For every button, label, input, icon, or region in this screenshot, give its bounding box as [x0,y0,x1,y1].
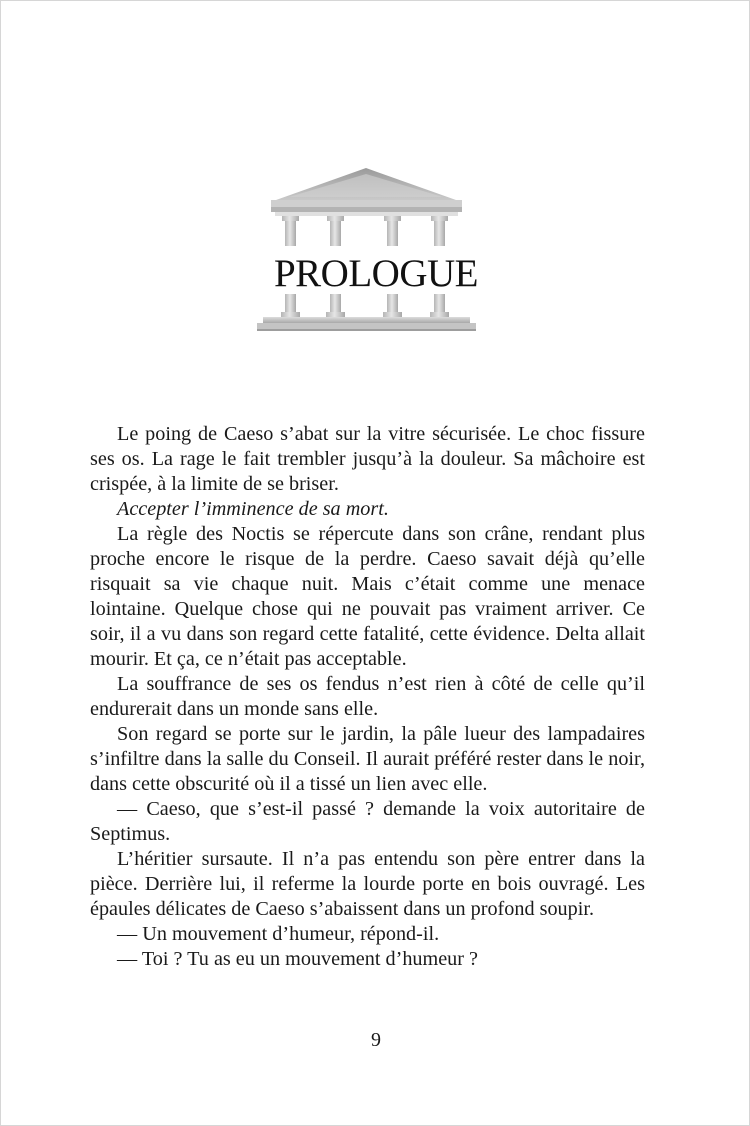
paragraph: La souffrance de ses os fendus n’est rien à côté de celle qu’il endurerait dans un monde sans elle. [90,673,645,720]
body-text [90,422,645,972]
chapter-title: PROLOGUE [273,252,478,295]
paragraph: La règle des Noctis se répercute dans son crâne, rendant plus proche encore le risque de la perdre. Caeso savait déjà qu’elle risquait sa vie chaque nuit. Mais c’était comme une menace lointaine. Quelque chose qui ne pouvait pas vraiment arriver. Ce soir, il a vu dans son regard cette fatalité, cette évidence. Delta allait mourir. Et ça, ce n’était pas acceptable. [90,523,645,670]
page-number: 9 [371,1029,381,1051]
paragraph: — Un mouvement d’humeur, répond-il. [117,923,440,945]
paragraph: — Caeso, que s’est-il passé ? demande la voix autoritaire de Septimus. [90,798,645,845]
paragraph: L’héritier sursaute. Il n’a pas entendu son père entrer dans la pièce. Derrière lui, il referme la lourde porte en bois ouvragé. Les épaules délicates de Caeso s’abaissent dans un profond soupir. [90,848,645,920]
paragraph: Accepter l’imminence de sa mort. [117,498,389,520]
paragraph: Son regard se porte sur le jardin, la pâle lueur des lampadaires s’infiltre dans la salle du Conseil. Il aurait préféré rester dans le noir, dans cette obscurité où il a tissé un lien avec elle. [90,723,645,795]
paragraph: Le poing de Caeso s’abat sur la vitre sécurisée. Le choc fissure ses os. La rage le fait trembler jusqu’à la douleur. Sa mâchoire est crispée, à la limite de se briser. [90,423,645,495]
paragraph: — Toi ? Tu as eu un mouvement d’humeur ? [117,948,478,970]
